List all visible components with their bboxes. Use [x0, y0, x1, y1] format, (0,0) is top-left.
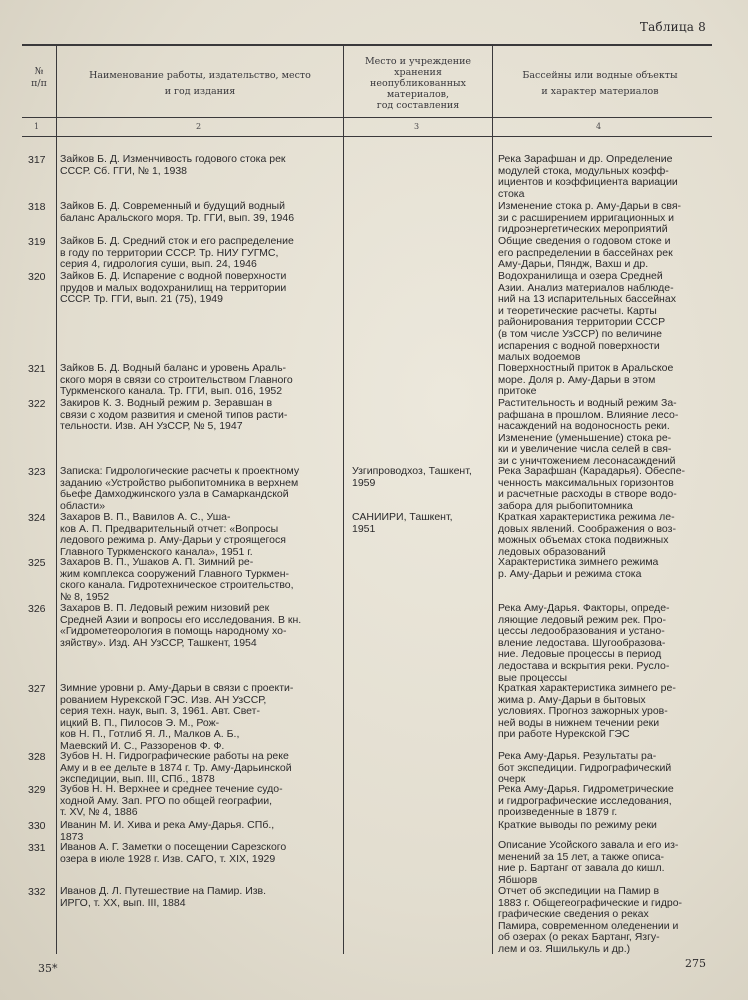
entry-work: Зайков Б. Д. Водный баланс и уровень Араль- ского моря в связи со строительством Главного Туркменского канала. Тр. ГГИ, вып. 016, 1952	[60, 362, 293, 398]
entry-number: 322	[28, 398, 46, 410]
entry-basin: Описание Усойского завала и его из- менений за 15 лет, а также описа- ние р. Бартанг от завала до кишл. Ябшорв	[498, 839, 679, 886]
entry-basin: Водохранилища и озера Средней Азии. Анализ материалов наблюде- ний на 13 испарительных бассейнах и теоретические расчеты. Карты районирования территории СССР (в том числе УзССР) по величине испарения с водной поверхности малых водоемов	[498, 270, 676, 364]
entry-number: 319	[28, 236, 46, 248]
entry-number: 317	[28, 154, 46, 166]
entry-number: 324	[28, 512, 46, 524]
entry-number: 332	[28, 886, 46, 898]
entry-basin: Характеристика зимнего режима р. Аму-Дарьи и режима стока	[498, 556, 659, 580]
entry-work: Иванов А. Г. Заметки о посещении Сарезского озера в июле 1928 г. Изв. САГО, т. XIX, 1929	[60, 841, 287, 865]
entry-basin: Река Зарафшан и др. Определение модулей стока, модульных коэфф- ициентов и коэффициента вариации стока	[498, 153, 678, 200]
top-rule	[22, 44, 712, 46]
entry-place: Узгипроводхоз, Ташкент, 1959	[352, 465, 472, 489]
entry-work: Захаров В. П. Ледовый режим низовий рек Средней Азии и вопросы его исследования. В кн. «Гидрометеорология в помощь народному хо- зяйству». Изд. АН УзССР, Ташкент, 1954	[60, 602, 302, 649]
entry-work: Закиров К. З. Водный режим р. Зеравшан в связи с ходом развития и сменой типов расти- тельности. Изв. АН УзССР, № 5, 1947	[60, 397, 288, 433]
table-label: Таблица 8	[639, 20, 706, 34]
entry-basin: Краткие выводы по режиму реки	[498, 819, 657, 831]
entry-number: 325	[28, 557, 46, 569]
entry-basin: Река Аму-Дарья. Результаты ра- бот экспедиции. Гидрографический очерк	[498, 750, 672, 786]
entry-basin: Общие сведения о годовом стоке и его распределении в бассейнах рек Аму-Дарьи, Пяндж, Вахш и др.	[498, 235, 673, 271]
header-work-title: Наименование работы, издательство, место и год издания	[89, 70, 311, 97]
entry-work: Зайков Б. Д. Средний сток и его распределение в году по территории СССР. Тр. НИУ ГУГМС, серия 4, гидрология суши, вып. 24, 1946	[60, 235, 294, 271]
entry-work: Зимние уровни р. Аму-Дарьи в связи с проекти- рованием Нурекской ГЭС. Изв. АН УзССР, серия техн. наук, вып. 3, 1961. Авт. Свет- ицкий В. П., Пилосов Э. М., Рож- ков Н. П., Готлиб Я. Л., Малков А. Б., Маевский И. С., Раззоренов Ф. Ф.	[60, 682, 294, 752]
entry-place: САНИИРИ, Ташкент, 1951	[352, 511, 453, 535]
entry-work: Зайков Б. Д. Изменчивость годового стока рек СССР. Сб. ГГИ, № 1, 1938	[60, 153, 286, 177]
header-basins: Бассейны или водные объекты и характер материалов	[522, 70, 678, 97]
entry-number: 330	[28, 820, 46, 832]
entry-basin: Река Зарафшан (Карадарья). Обеспе- ченность максимальных горизонтов и расчетные расходы в створе водо- забора для рыбопитомника	[498, 465, 686, 512]
entry-basin: Река Аму-Дарья. Гидрометрические и гидрографические исследования, произведенные в 1879 г.	[498, 783, 674, 819]
header-number: № п/п	[31, 66, 47, 89]
entry-work: Захаров В. П., Ушаков А. П. Зимний ре- жим комплекса сооружений Главного Туркмен- ского канала. Гидротехническое строительство, № 8, 1952	[60, 556, 294, 603]
printer-signature: 35*	[38, 962, 58, 975]
entry-work: Захаров В. П., Вавилов А. С., Уша- ков А. П. Предварительный отчет: «Вопросы ледового режима р. Аму-Дарьи у строящегося Главного Туркменского канала», 1951 г.	[60, 511, 286, 558]
column-number-1: 1	[34, 122, 40, 131]
column-number-3: 3	[414, 122, 420, 131]
column-number-2: 2	[196, 122, 202, 131]
entry-number: 331	[28, 842, 46, 854]
entry-number: 320	[28, 271, 46, 283]
entry-basin: Поверхностный приток в Аральское море. Доля р. Аму-Дарьи в этом притоке	[498, 362, 674, 398]
column-number-4: 4	[596, 122, 602, 131]
header-divider	[22, 117, 712, 118]
entry-number: 327	[28, 683, 46, 695]
entry-basin: Река Аму-Дарья. Факторы, опреде- ляющие ледовый режим рек. Про- цессы ледообразования и устано- вление ледостава. Шугообразова- ние. Ледовые процессы в период ледостава и вскрытия реки. Русло- вые процессы	[498, 602, 670, 684]
entry-basin: Краткая характеристика режима ле- довых явлений. Соображения о воз- можных объемах стока подвижных ледовых образований	[498, 511, 676, 558]
column-rule-1	[56, 46, 57, 954]
column-rule-3	[492, 46, 493, 954]
column-rule-2	[343, 46, 344, 954]
header-storage-place: Место и учреждение хранения неопубликованных материалов, год составления	[364, 56, 472, 111]
entry-basin: Изменение стока р. Аму-Дарьи в свя- зи с расширением ирригационных и гидроэнергетических мероприятий	[498, 200, 682, 236]
entry-work: Иванов Д. Л. Путешествие на Памир. Изв. ИРГО, т. XX, вып. III, 1884	[60, 885, 267, 909]
entry-work: Записка: Гидрологические расчеты к проектному заданию «Устройство рыбопитомника в верхнем бьефе Дамходжинского узла в Самаркандской области»	[60, 465, 300, 512]
entry-number: 326	[28, 603, 46, 615]
entry-work: Зубов Н. Н. Гидрографические работы на реке Аму и в ее дельте в 1874 г. Тр. Аму-Дарьинской экспедиции, вып. III, СПб., 1878	[60, 750, 292, 786]
entry-work: Зубов Н. Н. Верхнее и среднее течение судо- ходной Аму. Зап. РГО по общей географии, т. XV, № 4, 1886	[60, 783, 283, 819]
entry-number: 321	[28, 363, 46, 375]
entry-number: 328	[28, 751, 46, 763]
header-bottom-rule	[22, 136, 712, 137]
entry-number: 329	[28, 784, 46, 796]
entry-number: 323	[28, 466, 46, 478]
entry-basin: Отчет об экспедиции на Памир в 1883 г. Общегеографические и гидро- графические сведения о реках Памира, современном оледенении и об озерах (о реках Бартанг, Язгу- лем и оз. Яшилькуль и др.)	[498, 885, 683, 955]
entry-work: Зайков Б. Д. Испарение с водной поверхности прудов и малых водохранилищ на территории СССР. Тр. ГГИ, вып. 21 (75), 1949	[60, 270, 287, 306]
entry-work: Иванин М. И. Хива и река Аму-Дарья. СПб., 1873	[60, 819, 275, 843]
entry-basin: Краткая характеристика зимнего ре- жима р. Аму-Дарьи в бытовых условиях. Прогноз зажорных уров- ней воды в нижнем течении реки при работе Нурекской ГЭС	[498, 682, 676, 741]
page-number: 275	[685, 957, 706, 970]
entry-basin: Растительность и водный режим За- рафшана в прошлом. Влияние лесо- насаждений на водоносность реки. Изменение (уменьшение) стока ре- ки и увеличение числа селей в свя- зи с уничтожением лесонасаждений	[498, 397, 679, 467]
entry-work: Зайков Б. Д. Современный и будущий водный баланс Аральского моря. Тр. ГГИ, вып. 39, 1946	[60, 200, 295, 224]
entry-number: 318	[28, 201, 46, 213]
